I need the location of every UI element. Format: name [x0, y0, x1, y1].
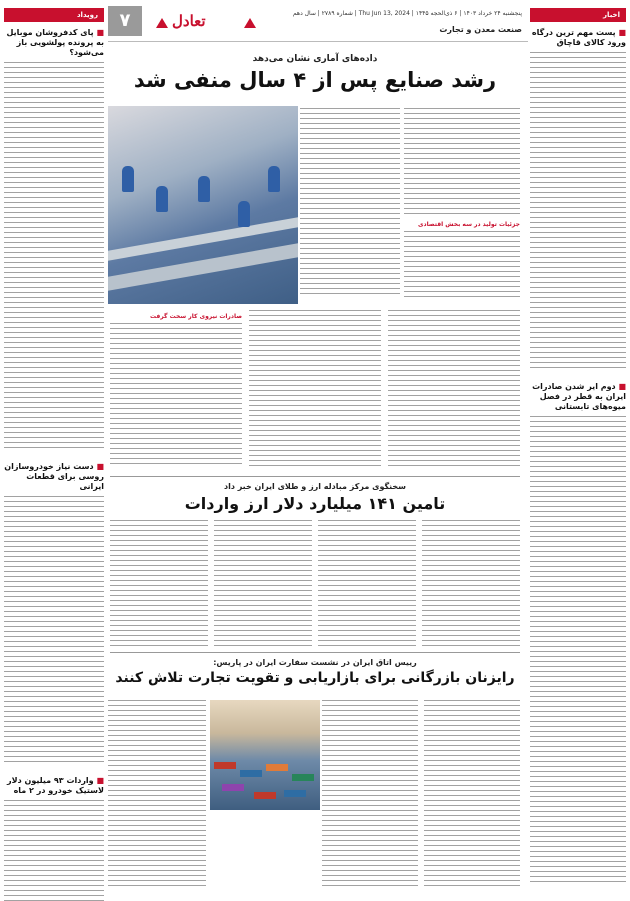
- third-story-side: [108, 700, 206, 888]
- triangle-icon: [244, 18, 256, 28]
- second-story-body: [110, 520, 520, 648]
- photo-detail: [238, 201, 250, 227]
- column-tag: رویداد: [4, 8, 104, 22]
- photo-detail: [266, 764, 288, 771]
- lead-headline: رشد صنایع پس از ۴ سال منفی شد: [133, 68, 497, 92]
- bullet-icon: ■: [615, 382, 626, 391]
- text-block: [404, 231, 520, 301]
- photo-detail: [122, 166, 134, 192]
- news-title-text: واردات ۹۳ میلیون دلار لاستیک خودرو در ۲ ماه: [7, 776, 104, 795]
- news-title-text: پست مهم ترین درگاه ورود کالای قاچاق: [531, 28, 626, 47]
- news-title: [4, 776, 104, 796]
- text-block: [424, 700, 520, 888]
- news-title: [4, 28, 104, 58]
- third-kicker: رییس اتاق ایران در نشست سفارت ایران در پاریس:: [213, 658, 417, 667]
- section-title: صنعت معدن و تجارت: [439, 25, 522, 34]
- news-title-text: دست نیاز خودروسازان روسی برای قطعات ایرانی: [4, 462, 104, 491]
- second-headline: تامین ۱۴۱ میلیارد دلار ارز واردات: [184, 494, 446, 513]
- photo-detail: [254, 792, 276, 799]
- photo-detail: [222, 784, 244, 791]
- text-block: [249, 310, 381, 470]
- news-body: [4, 800, 104, 901]
- masthead-logo: تعادل: [172, 12, 206, 30]
- text-block: [110, 323, 242, 468]
- news-body: [530, 52, 626, 372]
- second-kicker: سخنگوی مرکز مبادله ارز و طلای ایران خبر داد: [223, 482, 407, 491]
- date-line: پنجشنبه ۲۴ خرداد ۱۴۰۳ | ۶ ذی‌الحجه ۱۴۴۵ | Thu Jun 13, 2024 | شماره ۲۷۸۹ | سال دهم: [292, 10, 522, 17]
- text-block: [249, 310, 381, 470]
- text-block: [110, 520, 208, 646]
- page-header: [108, 8, 528, 42]
- news-title-text: پای کدفروشان موبایل به پرونده پولشویی باز می‌شود؟: [6, 28, 104, 57]
- bullet-icon: ■: [615, 28, 626, 37]
- bullet-icon: ■: [93, 776, 104, 785]
- news-title: [4, 462, 104, 492]
- photo-detail: [240, 770, 262, 777]
- text-block: [110, 310, 242, 470]
- factory-photo: [108, 106, 298, 304]
- photo-detail: [198, 176, 210, 202]
- news-body: [4, 496, 104, 766]
- port-containers-photo: [210, 700, 320, 810]
- divider: [110, 652, 520, 653]
- text-block: [108, 700, 206, 888]
- left-news-column: [4, 8, 104, 896]
- text-block: [214, 520, 312, 646]
- right-news-column: [530, 8, 626, 896]
- text-block: [300, 108, 400, 298]
- third-headline: رایزنان بازرگانی برای بازاریابی و تقویت تجارت تلاش کنند: [115, 670, 515, 686]
- lead-body-col-1: [300, 108, 400, 298]
- page-number: ۷: [108, 6, 142, 36]
- news-body: [530, 416, 626, 886]
- lead-kicker: داده‌های آماری نشان می‌دهد: [252, 54, 378, 64]
- bullet-icon: ■: [93, 462, 104, 471]
- text-block: [388, 310, 520, 470]
- lead-subhead: جزئیات تولید در سه بخش اقتصادی: [418, 221, 520, 228]
- lead-body-lower: [110, 310, 520, 470]
- text-block: [318, 520, 416, 646]
- photo-detail: [292, 774, 314, 781]
- triangle-icon: [156, 18, 168, 28]
- news-title: [530, 28, 626, 48]
- news-body: [4, 62, 104, 452]
- text-block: [404, 108, 520, 218]
- lead-subhead: صادرات نیروی کار سخت گرفت: [150, 313, 242, 320]
- column-tag: اخبار: [530, 8, 626, 22]
- divider: [110, 476, 520, 477]
- lead-body-col-2: [404, 108, 520, 301]
- photo-detail: [284, 790, 306, 797]
- bullet-icon: ■: [93, 28, 104, 37]
- news-title: [530, 382, 626, 412]
- text-block: [322, 700, 418, 888]
- photo-detail: [268, 166, 280, 192]
- text-block: [422, 520, 520, 646]
- photo-detail: [156, 186, 168, 212]
- photo-detail: [214, 762, 236, 769]
- news-title-text: دوم ایر شدن صادرات ایران به قطر در فصل میوه‌های تابستانی: [532, 382, 626, 411]
